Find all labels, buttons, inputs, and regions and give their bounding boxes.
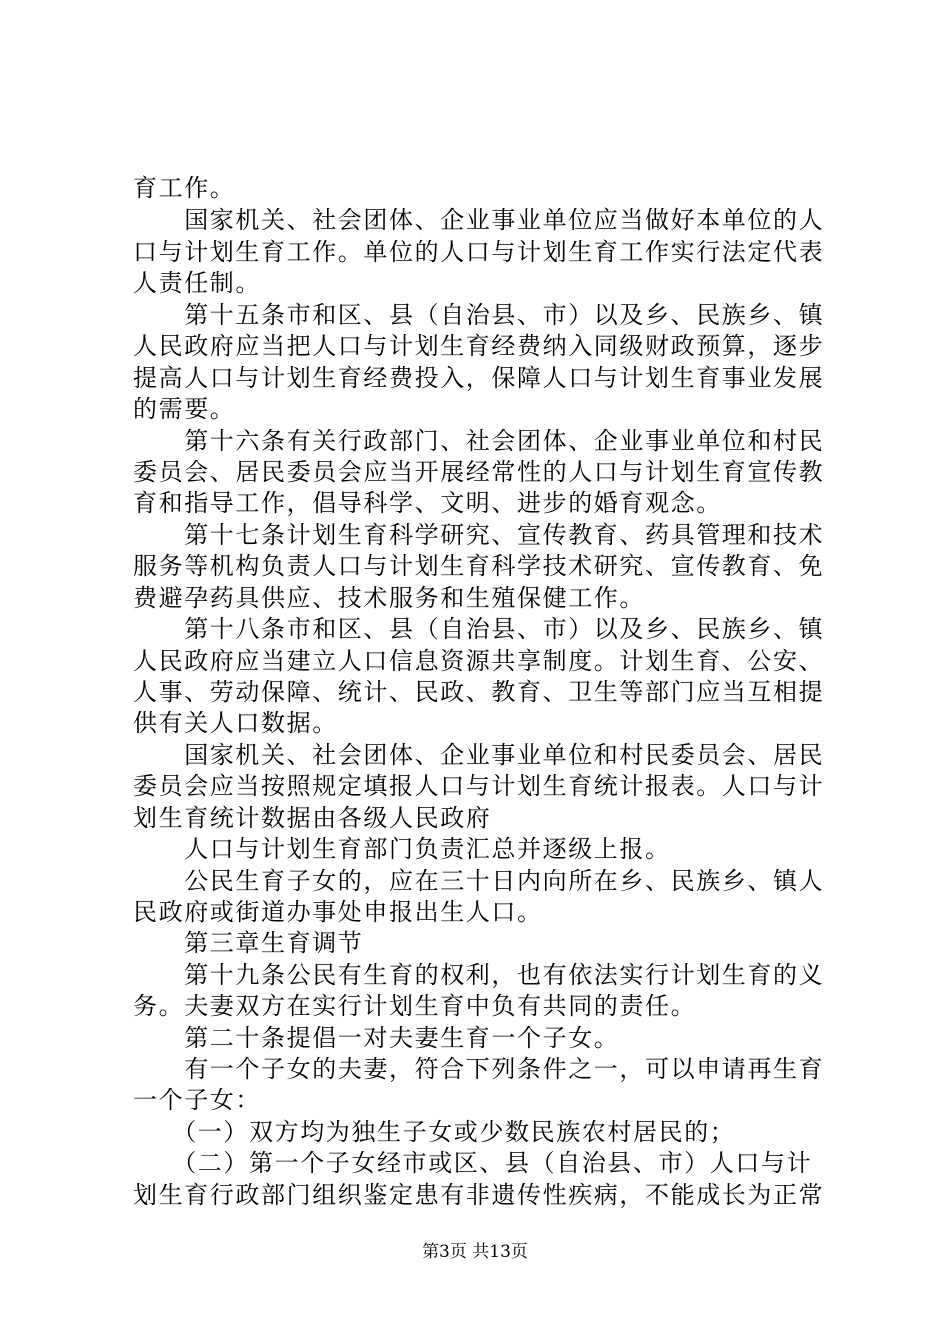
text-line: 的需要。 [133,395,236,423]
text-line: 一个子女： [133,1086,261,1114]
text-line: 第十七条计划生育科学研究、宣传教育、药具管理和技术 [133,521,825,549]
chapter-heading: 第三章生育调节 [133,929,364,957]
text-line: 供有关人口数据。 [133,709,338,737]
text-line: 务。夫妻双方在实行计划生育中负有共同的责任。 [133,992,697,1020]
text-line: 第十六条有关行政部门、社会团体、企业事业单位和村民 [133,427,825,455]
text-line: 国家机关、社会团体、企业事业单位应当做好本单位的人 [133,206,825,234]
text-line: 第十五条市和区、县（自治县、市）以及乡、民族乡、镇 [133,301,825,329]
text-line: 划生育统计数据由各级人民政府 [133,804,492,832]
text-line: 委员会应当按照规定填报人口与计划生育统计报表。人口与计 [133,772,825,800]
text-line: 国家机关、社会团体、企业事业单位和村民委员会、居民 [133,741,825,769]
text-line: 育工作。 [133,174,236,202]
text-line: 第十九条公民有生育的权利，也有依法实行计划生育的义 [133,961,825,989]
text-line: 第二十条提倡一对夫妻生育一个子女。 [133,1024,620,1052]
text-line: 人事、劳动保障、统计、民政、教育、卫生等部门应当互相提 [133,678,825,706]
text-line: 委员会、居民委员会应当开展经常性的人口与计划生育宣传教 [133,458,825,486]
text-line: （二）第一个子女经市或区、县（自治县、市）人口与计 [133,1149,813,1177]
text-line: 第十八条市和区、县（自治县、市）以及乡、民族乡、镇 [133,615,825,643]
text-line: 人责任制。 [133,269,261,297]
text-line: 人民政府应当建立人口信息资源共享制度。计划生育、公安、 [133,647,825,675]
text-line: 费避孕药具供应、技术服务和生殖保健工作。 [133,584,645,612]
text-line: 划生育行政部门组织鉴定患有非遗传性疾病，不能成长为正常 [133,1181,825,1209]
text-line: 民政府或街道办事处申报出生人口。 [133,898,543,926]
text-line: 人口与计划生育部门负责汇总并逐级上报。 [133,835,671,863]
text-line: 有一个子女的夫妻，符合下列条件之一，可以申请再生育 [133,1055,825,1083]
page-number-footer: 第3页 共13页 [422,1242,528,1262]
text-line: 公民生育子女的，应在三十日内向所在乡、民族乡、镇人 [133,867,825,895]
text-line: 人民政府应当把人口与计划生育经费纳入同级财政预算，逐步 [133,332,825,360]
text-line: 口与计划生育工作。单位的人口与计划生育工作实行法定代表 [133,238,825,266]
text-line: （一）双方均为独生子女或少数民族农村居民的； [133,1118,736,1146]
text-line: 服务等机构负责人口与计划生育科学技术研究、宣传教育、免 [133,552,825,580]
text-line: 育和指导工作，倡导科学、文明、进步的婚育观念。 [133,489,722,517]
text-line: 提高人口与计划生育经费投入，保障人口与计划生育事业发展 [133,364,825,392]
